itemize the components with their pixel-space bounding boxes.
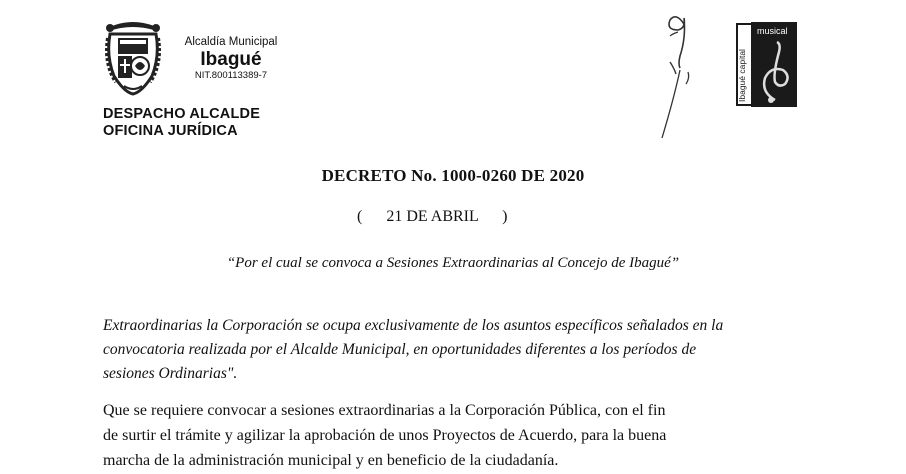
decree-subject: “Por el cual se convoca a Sesiones Extraordinarias al Concejo de Ibagué”: [226, 255, 680, 271]
paragraph-line: Que se requiere convocar a sesiones extraordinarias a la Corporación Pública, con el fin: [103, 402, 666, 419]
office-block: [103, 106, 260, 140]
paragraph-line: de surtir el trámite y agilizar la aprobación de unos Proyectos de Acuerdo, para la buena: [103, 427, 667, 444]
paragraph-line: Extraordinarias la Corporación se ocupa exclusivamente de los asuntos específicos señalados en la: [103, 317, 724, 334]
paragraph-line: marcha de la administración municipal y en beneficio de la ciudadanía.: [103, 452, 559, 469]
paragraph-line: convocatoria realizada por el Alcalde Municipal, en oportunidades diferentes a los períodos de: [103, 341, 697, 358]
decree-title: DECRETO No. 1000-0260 DE 2020: [321, 166, 585, 185]
entity-nit: NIT.800113389-7: [194, 70, 268, 81]
musical-capital-logo: [735, 22, 797, 107]
entity-city: Ibagué: [200, 49, 262, 70]
logo-top-text: musical: [757, 26, 788, 36]
office-line-1: DESPACHO ALCALDE: [103, 106, 261, 122]
body-paragraph-1: [103, 314, 797, 386]
entity-name: Alcaldía Municipal: [184, 36, 278, 48]
body-paragraph-2: [103, 398, 797, 473]
entity-block: [176, 36, 286, 82]
coat-of-arms-icon: [104, 16, 162, 96]
logo-side-text: Ibagué capital: [737, 49, 747, 102]
handwritten-mark: [640, 8, 720, 148]
decree-date: ( 21 DE ABRIL ): [357, 208, 508, 225]
paragraph-line: sesiones Ordinarias".: [103, 365, 238, 382]
office-line-2: OFICINA JURÍDICA: [103, 123, 238, 139]
